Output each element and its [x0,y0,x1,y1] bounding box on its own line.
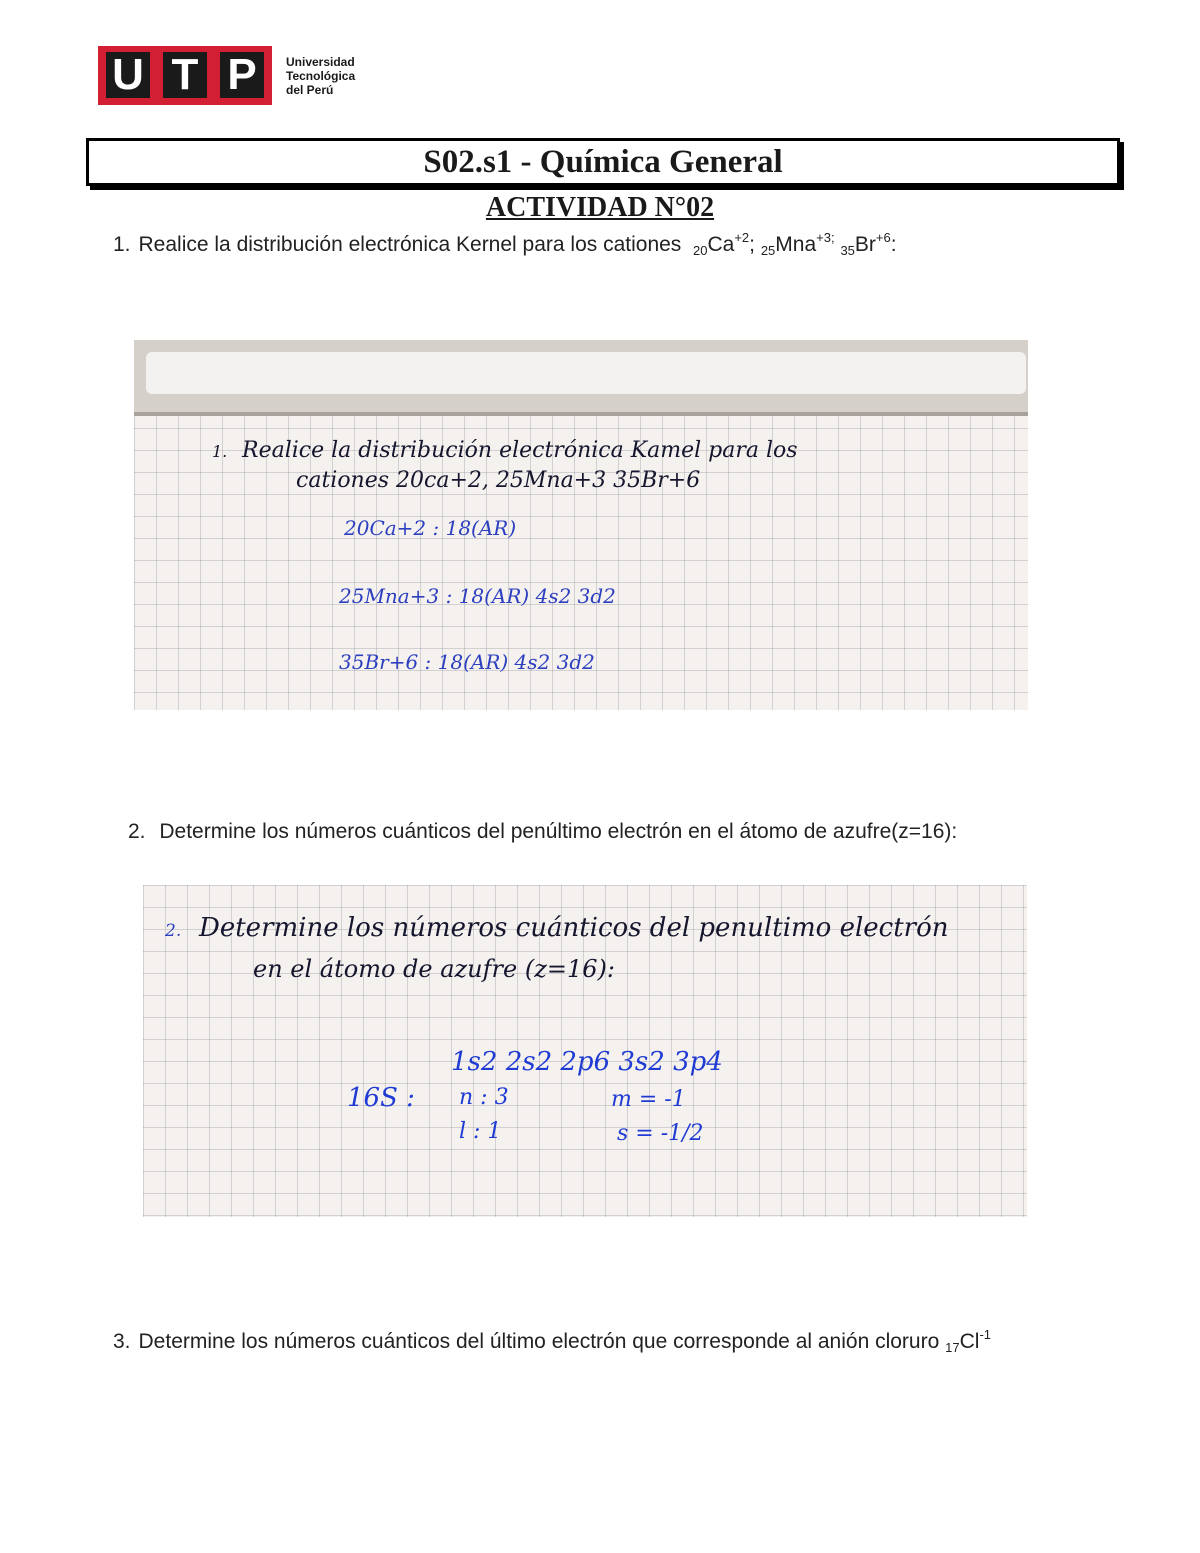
logo-letter-p: P [220,52,264,98]
photo1-heading-line-2: cationes 20ca+2, 25Mna+3 35Br+6 [296,468,701,493]
mn-atomic-number: 25 [760,243,776,258]
notebook-photo-2 [143,885,1027,1217]
photo1-line-br: 35Br+6 : 18(AR) 4s2 3d2 [339,650,595,674]
br-charge: +6 [875,230,891,245]
question-3-text: Determine los números cuánticos del último electrón que corresponde al anión cloruro [138,1330,940,1353]
end-colon: : [890,233,897,256]
cl-symbol: Cl [959,1330,980,1353]
logo-line-1: Universidad [286,54,355,69]
logo-caption [286,55,355,97]
br-atomic-number: 35 [840,243,855,258]
question-2-number: 2. [128,820,146,843]
question-3 [113,1327,991,1355]
question-3-number: 3. [113,1330,131,1353]
logo-line-2: Tecnológica [286,68,356,83]
notebook-photo-1 [134,340,1028,710]
photo2-m: m = -1 [611,1087,686,1112]
logo-line-3: del Perú [286,82,334,97]
logo-letter-t: T [163,52,207,98]
ca-symbol: Ca [707,233,735,256]
ca-charge: +2 [734,230,750,245]
photo2-element: 16S : [347,1083,415,1113]
photo2-config: 1s2 2s2 2p6 3s2 3p4 [451,1047,723,1077]
question-2 [128,820,957,844]
mn-symbol: Mna [775,233,817,256]
photo1-line-ca: 20Ca+2 : 18(AR) [344,516,517,540]
question-1-number: 1. [113,233,131,256]
utp-logo [98,46,355,105]
photo1-heading-number: 1. [212,442,228,461]
photo2-heading-line-2: en el átomo de azufre (z=16): [253,955,615,983]
ca-atomic-number: 20 [692,243,708,258]
activity-heading: ACTIVIDAD N°02 [485,192,715,223]
photo-top-strip [134,340,1028,412]
question-2-text: Determine los números cuánticos del penúltimo electrón en el átomo de azufre(z=16): [159,820,958,843]
page-title: S02.s1 - Química General [423,143,783,180]
cl-charge: -1 [979,1327,991,1342]
logo-letter-u: U [106,52,150,98]
photo2-s: s = -1/2 [617,1121,704,1146]
logo-box [98,46,272,105]
photo2-n: n : 3 [459,1085,509,1110]
photo2-l: l : 1 [459,1119,502,1144]
photo2-heading-line-1: Determine los números cuánticos del penultimo electrón [199,913,949,943]
cl-atomic-number: 17 [945,1340,960,1355]
separator: ; [749,233,755,256]
mn-charge: +3; [816,230,835,245]
title-box [86,138,1120,186]
photo2-heading-number: 2. [165,921,182,941]
photo1-line-mn: 25Mna+3 : 18(AR) 4s2 3d2 [339,584,616,608]
br-symbol: Br [854,233,876,256]
question-1-text: Realice la distribución electrónica Kernel para los cationes [138,233,682,256]
question-1 [113,230,897,258]
photo1-heading-line-1: Realice la distribución electrónica Kamel para los [242,438,798,463]
